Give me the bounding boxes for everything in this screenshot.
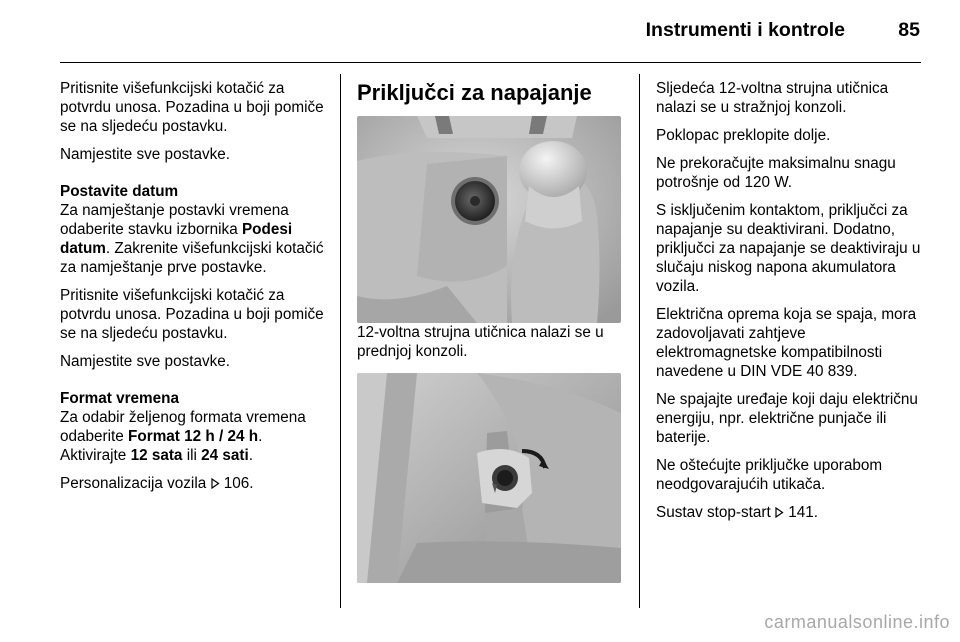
right-paragraph-7: Ne oštećujte priključke uporabom neodgovarajućih utikača. bbox=[656, 457, 883, 493]
right-paragraph-5: Električna oprema koja se spaja, mora zadovoljavati zahtjeve elektromagnetske kompatibilnosti navedene u DIN VDE 40 839. bbox=[656, 306, 917, 380]
column-divider-1 bbox=[340, 74, 341, 608]
right-paragraph-2: Poklopac preklopite dolje. bbox=[656, 127, 831, 144]
time-format-text-post: . bbox=[258, 428, 263, 445]
personalization-text: Personalizacija vozila bbox=[60, 475, 207, 492]
column-divider-2 bbox=[639, 74, 640, 608]
front-console-illustration bbox=[357, 116, 621, 323]
front-socket-caption: 12-voltna strujna utičnica nalazi se u prednjoj konzoli. bbox=[357, 324, 604, 360]
activate-option-12: 12 sata bbox=[130, 447, 183, 464]
set-date-menu-item: Podesi datum bbox=[60, 221, 293, 257]
ref-arrow-icon bbox=[211, 478, 220, 489]
time-format-block bbox=[60, 389, 328, 465]
left-paragraph-2: Namjestite sve postavke. bbox=[60, 146, 231, 163]
stopstart-page-ref: 141. bbox=[788, 504, 819, 521]
personalization-reference[interactable] bbox=[60, 474, 328, 493]
right-paragraph-3: Ne prekoračujte maksimalnu snagu potrošnje od 120 W. bbox=[656, 155, 896, 191]
time-format-heading: Format vremena bbox=[60, 390, 180, 407]
page-number: 85 bbox=[898, 19, 920, 41]
rear-console-illustration bbox=[357, 373, 621, 583]
left-column bbox=[60, 79, 328, 502]
activate-option-24: 24 sati bbox=[201, 447, 249, 464]
section-title: Priključci za napajanje bbox=[357, 80, 592, 105]
activate-text-mid: ili bbox=[182, 447, 202, 464]
header-title: Instrumenti i kontrole bbox=[645, 19, 845, 41]
left-paragraph-5: Namjestite sve postavke. bbox=[60, 353, 231, 370]
set-date-heading: Postavite datum bbox=[60, 183, 179, 200]
time-format-text-pre: Za odabir željenog formata vremena odaberite bbox=[60, 409, 306, 445]
stopstart-reference[interactable] bbox=[656, 503, 922, 522]
right-paragraph-6: Ne spajajte uređaje koji daju električnu energiju, npr. električne punjače ili baterije. bbox=[656, 391, 918, 446]
ref-arrow-icon bbox=[775, 507, 784, 518]
personalization-page-ref: 106. bbox=[223, 475, 254, 492]
time-format-menu-item: Format 12 h / 24 h bbox=[128, 428, 259, 445]
left-paragraph-4: Pritisnite višefunkcijski kotačić za potvrdu unosa. Pozadina u boji pomiče se na sljedeću postavku. bbox=[60, 287, 324, 342]
left-paragraph-1: Pritisnite višefunkcijski kotačić za potvrdu unosa. Pozadina u boji pomiče se na sljedeću postavku. bbox=[60, 80, 324, 135]
right-column bbox=[656, 79, 922, 531]
stopstart-text: Sustav stop-start bbox=[656, 504, 771, 521]
right-paragraph-1: Sljedeća 12-voltna strujna utičnica nalazi se u stražnjoj konzoli. bbox=[656, 80, 889, 116]
rear-socket-photo bbox=[357, 373, 621, 583]
middle-column bbox=[357, 80, 625, 583]
footer-watermark[interactable]: carmanualsonline.info bbox=[764, 612, 950, 632]
header-rule bbox=[60, 62, 921, 63]
set-date-text-post: . Zakrenite višefunkcijski kotačić za namještanje prve postavke. bbox=[60, 240, 324, 276]
set-date-block bbox=[60, 182, 328, 277]
set-date-text-pre: Za namještanje postavki vremena odaberite stavku izbornika bbox=[60, 202, 289, 238]
activate-text-post: . bbox=[248, 447, 254, 464]
right-paragraph-4: S isključenim kontaktom, priključci za napajanje su deaktivirani. Dodatno, priključci za napajanje se deaktiviraju u slučaju niskog napona akumulatora vozila. bbox=[656, 202, 921, 295]
activate-text-pre: Aktivirajte bbox=[60, 447, 131, 464]
front-socket-photo bbox=[357, 116, 621, 323]
